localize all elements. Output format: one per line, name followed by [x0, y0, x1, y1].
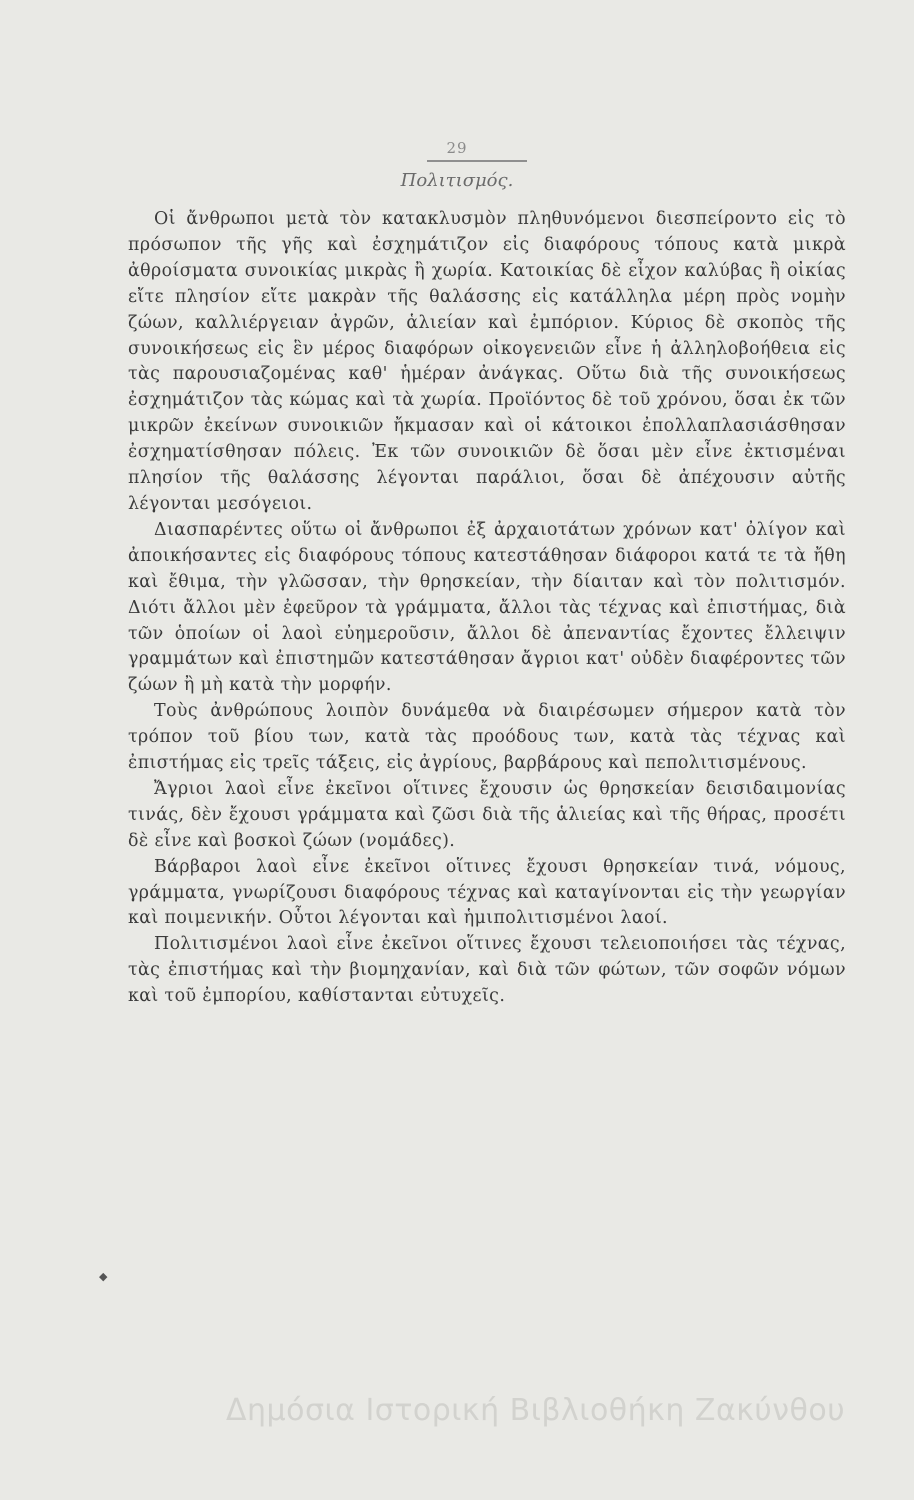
paragraph: Ἄγριοι λαοὶ εἶνε ἐκεῖνοι οἵτινες ἔχουσιν ὡς θρησκείαν δεισιδαιμονίας τινάς, δὲν ἔχουσι γράμματα καὶ ζῶσι διὰ τῆς ἁλιείας καὶ τῆς θήρας, προσέτι δὲ εἶνε καὶ βοσκοὶ ζώων (νομάδες).: [128, 778, 846, 851]
paragraph: Βάρβαροι λαοὶ εἶνε ἐκεῖνοι οἵτινες ἔχουσι θρησκείαν τινά, νόμους, γράμματα, γνωρίζουσι διαφόρους τέχνας καὶ καταγίνονται εἰς τὴν γεωργίαν καὶ ποιμενικήν. Οὗτοι λέγονται καὶ ἡμιπολιτισμένοι λαοί.: [128, 856, 846, 929]
section-title: Πολιτισμός.: [400, 170, 514, 191]
paragraph: Οἱ ἄνθρωποι μετὰ τὸν κατακλυσμὸν πληθυνόμενοι διεσπείροντο εἰς τὸ πρόσωπον τῆς γῆς καὶ ἐσχημάτιζον εἰς διαφόρους τόπους κατὰ μικρὰ ἀθροίσματα συνοικίας μικρὰς ἢ χωρία. Κατοικίας δὲ εἶχον καλύβας ἢ οἰκίας εἴτε πλησίον εἴτε μακρὰν τῆς θαλάσσης εἰς κατάλληλα μέρη πρὸς νομὴν ζώων, καλλιέργειαν ἀγρῶν, ἁλιείαν καὶ ἐμπόριον. Κύριος δὲ σκοπὸς τῆς συνοικήσεως εἰς ἓν μέρος διαφόρων οἰκογενειῶν εἶνε ἡ ἀλληλοβοήθεια εἰς τὰς παρουσιαζομένας καθ' ἡμέραν ἀνάγκας. Οὕτω διὰ τῆς συνοικήσεως ἐσχημάτιζον τὰς κώμας καὶ τὰ χωρία. Προϊόντος δὲ τοῦ χρόνου, ὅσαι ἐκ τῶν μικρῶν ἐκείνων συνοικιῶν ἤκμασαν καὶ οἱ κάτοικοι ἐπολλαπλασιάσθησαν ἐσχηματίσθησαν πόλεις. Ἐκ τῶν συνοικιῶν δὲ ὅσαι μὲν εἶνε ἐκτισμέναι πλησίον τῆς θαλάσσης λέγονται παράλιοι, ὅσαι δὲ ἀπέχουσιν αὐτῆς λέγονται μεσόγειοι.: [128, 209, 846, 514]
margin-mark: ◆: [99, 1270, 108, 1283]
body-text: [128, 207, 846, 1010]
paragraph: Τοὺς ἀνθρώπους λοιπὸν δυνάμεθα νὰ διαιρέσωμεν σήμερον κατὰ τὸν τρόπον τοῦ βίου των, κατὰ τὰς προόδους των, κατὰ τὰς τέχνας καὶ ἐπιστήμας εἰς τρεῖς τάξεις, εἰς ἀγρίους, βαρβάρους καὶ πεπολιτισμένους.: [128, 701, 846, 774]
paragraph: Πολιτισμένοι λαοὶ εἶνε ἐκεῖνοι οἵτινες ἔχουσι τελειοποιήσει τὰς τέχνας, τὰς ἐπιστήμας καὶ τὴν βιομηχανίαν, καὶ διὰ τῶν φώτων, τῶν σοφῶν νόμων καὶ τοῦ ἐμπορίου, καθίστανται εὐτυχεῖς.: [128, 934, 846, 1007]
paragraph: Διασπαρέντες οὕτω οἱ ἄνθρωποι ἐξ ἀρχαιοτάτων χρόνων κατ' ὀλίγον καὶ ἀποικήσαντες εἰς διαφόρους τόπους κατεστάθησαν διάφοροι κατά τε τὰ ἤθη καὶ ἔθιμα, τὴν γλῶσσαν, τὴν θρησκείαν, τὴν δίαιταν καὶ τὸν πολιτισμόν. Διότι ἄλλοι μὲν ἐφεῦρον τὰ γράμματα, ἄλλοι τὰς τέχνας καὶ ἐπιστήμας, διὰ τῶν ὁποίων οἱ λαοὶ εὐημεροῦσιν, ἄλλοι δὲ ἀπεναντίας ἔχοντες ἔλλειψιν γραμμάτων καὶ ἐπιστημῶν κατεστάθησαν ἄγριοι κατ' οὐδὲν διαφέροντες τῶν ζώων ἢ μὴ κατὰ τὴν μορφήν.: [128, 519, 846, 696]
header-rule: [427, 160, 527, 162]
page-number: 29: [446, 139, 468, 157]
library-watermark: Δημόσια Ιστορική Βιβλιοθήκη Ζακύνθου: [226, 1393, 846, 1428]
